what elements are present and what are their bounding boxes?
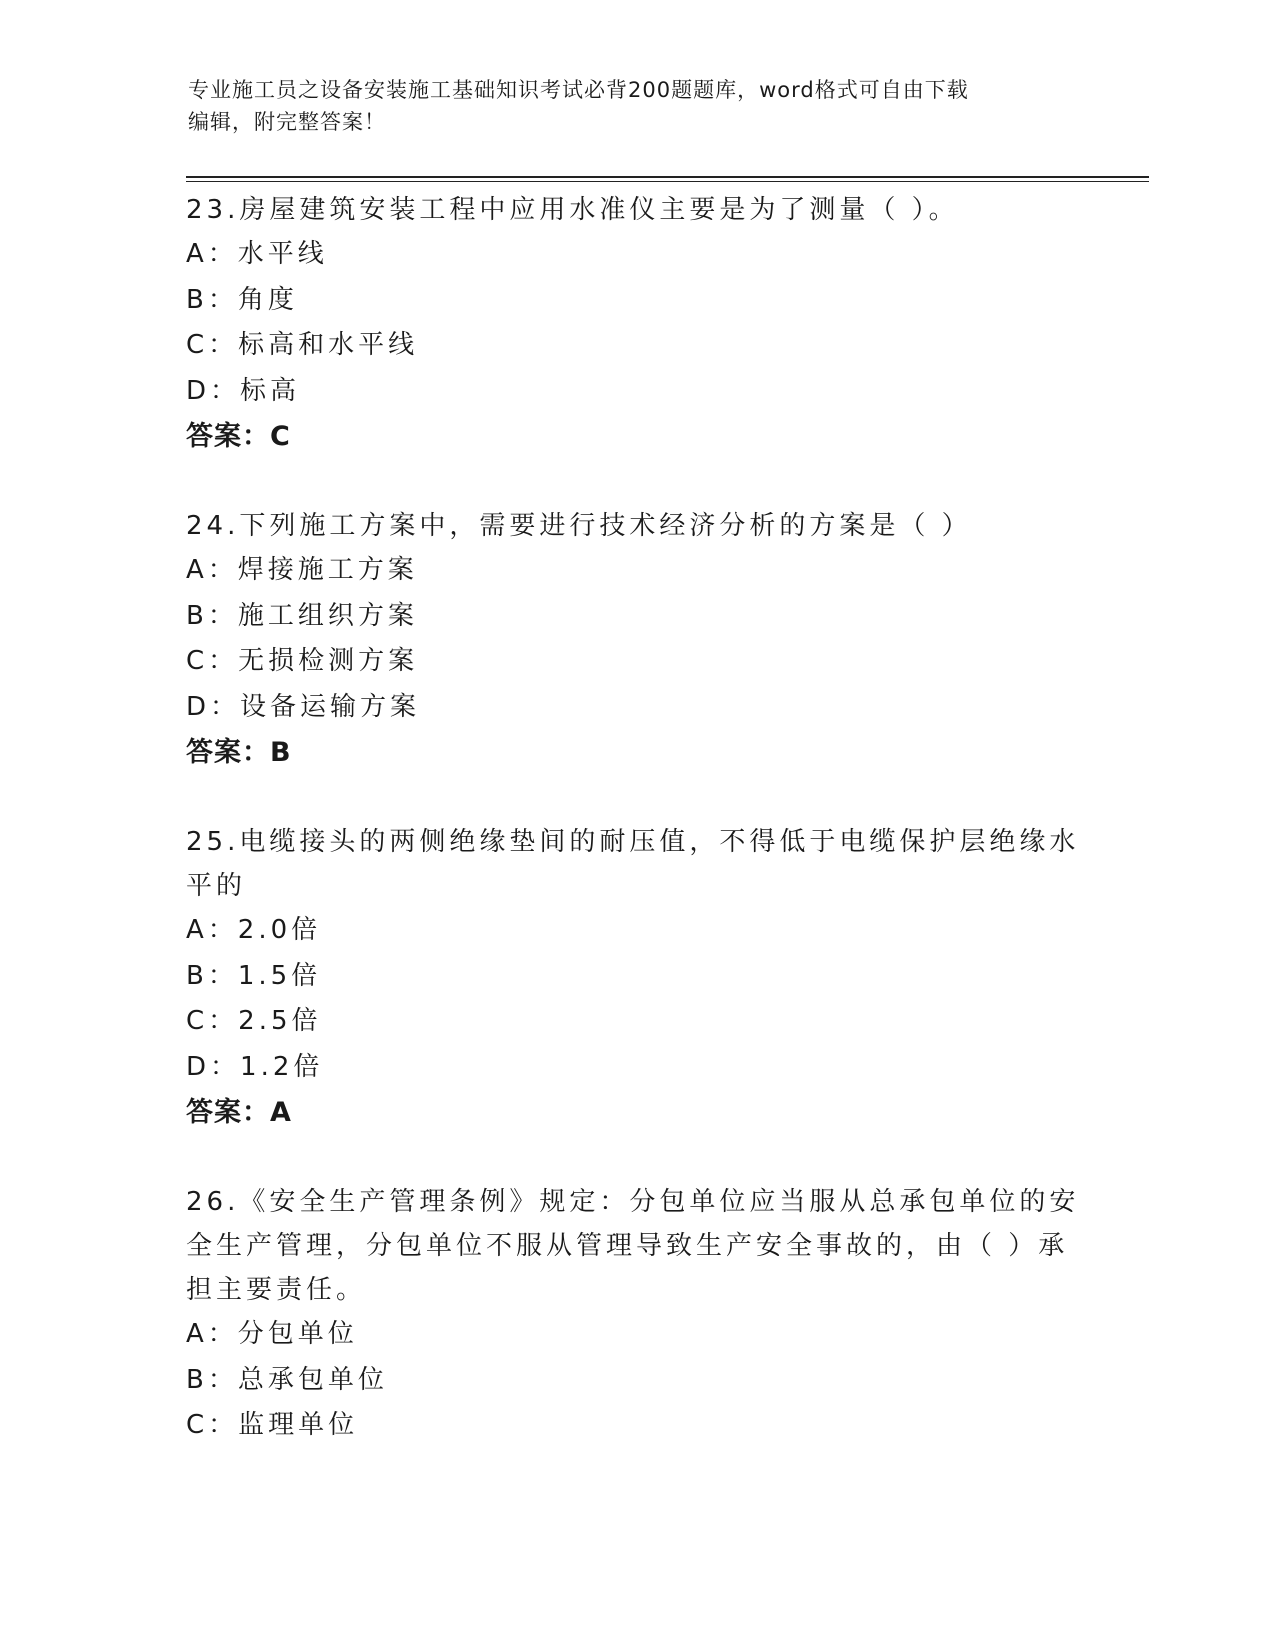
answer: 答案：B xyxy=(186,737,292,768)
question-25 xyxy=(186,820,1086,1135)
option-c: C：标高和水平线 xyxy=(186,330,419,360)
option-c: C：2.5倍 xyxy=(186,1006,322,1036)
answer: 答案：C xyxy=(186,421,291,452)
answer: 答案：A xyxy=(186,1097,292,1128)
option-a: A：焊接施工方案 xyxy=(186,555,418,585)
option-d: D：设备运输方案 xyxy=(186,691,421,722)
option-b: B：1.5倍 xyxy=(186,960,322,991)
question-text: 23.房屋建筑安装工程中应用水准仪主要是为了测量（ ）。 xyxy=(186,195,959,225)
header-divider-thin xyxy=(186,181,1149,182)
option-d: D：1.2倍 xyxy=(186,1051,324,1082)
option-b: B：角度 xyxy=(186,284,298,315)
question-26 xyxy=(186,1180,1086,1449)
option-a: A：2.0倍 xyxy=(186,915,322,945)
question-24 xyxy=(186,504,1086,775)
document-header xyxy=(188,74,1088,138)
question-text: 26.《安全生产管理条例》规定：分包单位应当服从总承包单位的安全生产管理，分包单位不服从管理导致生产安全事故的，由（ ）承担主要责任。 xyxy=(186,1187,1080,1305)
option-c: C：监理单位 xyxy=(186,1410,359,1440)
question-text: 24.下列施工方案中，需要进行技术经济分析的方案是（ ） xyxy=(186,511,972,541)
question-list xyxy=(186,188,1086,1494)
question-23 xyxy=(186,188,1086,459)
option-b: B：施工组织方案 xyxy=(186,600,418,631)
header-line-1: 专业施工员之设备安装施工基础知识考试必背200题题库，word格式可自由下载 xyxy=(188,78,969,102)
option-a: A：分包单位 xyxy=(186,1319,358,1349)
header-divider xyxy=(186,176,1149,178)
question-text: 25.电缆接头的两侧绝缘垫间的耐压值，不得低于电缆保护层绝缘水平的 xyxy=(186,827,1080,901)
option-a: A：水平线 xyxy=(186,239,328,269)
header-line-2: 编辑，附完整答案！ xyxy=(188,110,386,134)
option-c: C：无损检测方案 xyxy=(186,646,419,676)
option-d: D：标高 xyxy=(186,375,301,406)
option-b: B：总承包单位 xyxy=(186,1364,388,1395)
